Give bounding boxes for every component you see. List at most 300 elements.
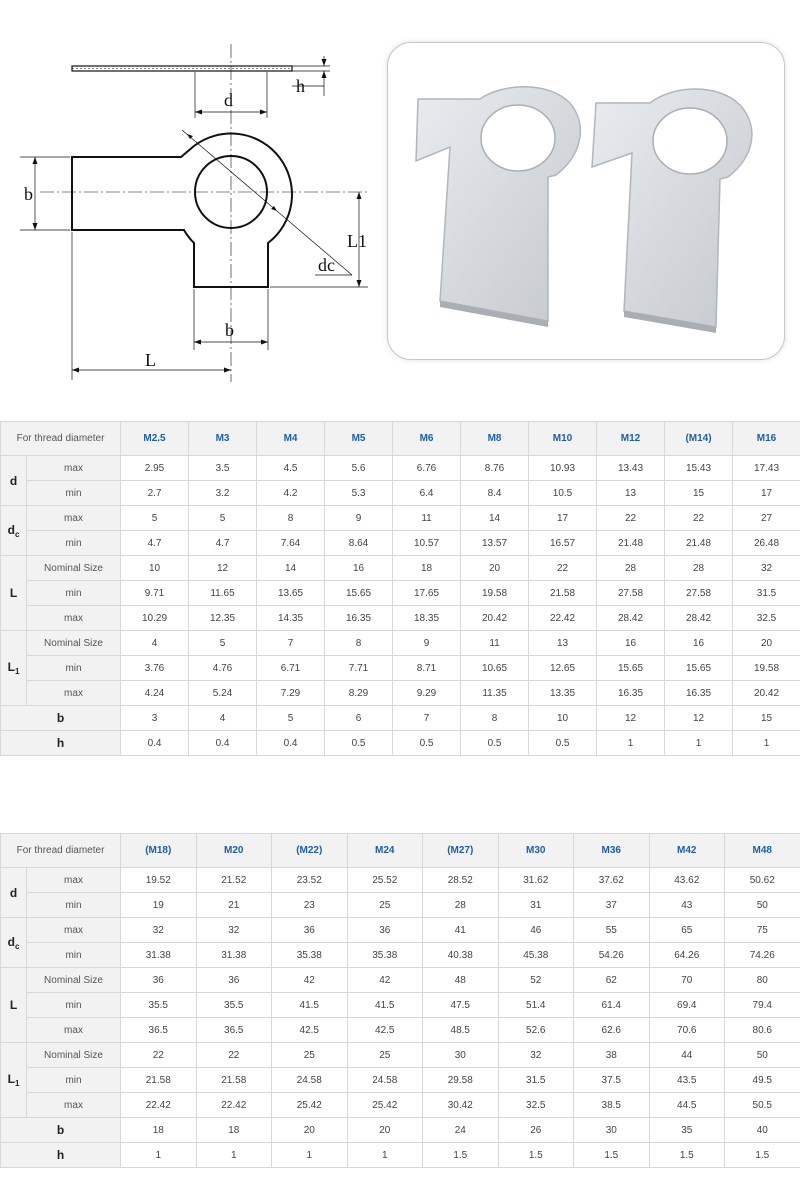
table-cell: 1 [665, 731, 733, 756]
table-cell: 20 [461, 556, 529, 581]
table-cell: 36 [196, 968, 272, 993]
table-cell: 79.4 [725, 993, 800, 1018]
table-cell: 1 [196, 1143, 272, 1168]
table-cell: 38.5 [574, 1093, 650, 1118]
table-cell: 9 [393, 631, 461, 656]
table-cell: 64.26 [649, 943, 725, 968]
table-cell: 31 [498, 893, 574, 918]
table-cell: 20.42 [461, 606, 529, 631]
row-label: Nominal Size [27, 968, 121, 993]
table-cell: 41.5 [272, 993, 348, 1018]
table-cell: 44 [649, 1043, 725, 1068]
table-row [1, 1093, 800, 1118]
table-cell: 48 [423, 968, 499, 993]
table-cell: 80 [725, 968, 800, 993]
table-cell: 25 [347, 893, 423, 918]
table-cell: 28 [423, 893, 499, 918]
table-cell: 65 [649, 918, 725, 943]
table-cell: 22 [196, 1043, 272, 1068]
table-cell: 1.5 [574, 1143, 650, 1168]
table-cell: 21.58 [121, 1068, 197, 1093]
column-header: (M27) [423, 834, 499, 868]
table-cell: 36 [121, 968, 197, 993]
table-cell: 10.65 [461, 656, 529, 681]
table-cell: 16 [325, 556, 393, 581]
table-row [1, 656, 800, 681]
param-cell: b [1, 706, 121, 731]
table-cell: 24.58 [347, 1068, 423, 1093]
table-cell: 1 [121, 1143, 197, 1168]
row-label: max [27, 506, 121, 531]
param-cell [1, 868, 27, 918]
table-cell: 20.42 [733, 681, 800, 706]
table-cell: 13.65 [257, 581, 325, 606]
table-cell: 15 [665, 481, 733, 506]
table-cell: 27.58 [665, 581, 733, 606]
table-cell: 24 [423, 1118, 499, 1143]
table-row [1, 731, 800, 756]
param-subscript: c [14, 529, 20, 539]
table-cell: 7 [393, 706, 461, 731]
table-cell: 21.58 [529, 581, 597, 606]
table-row [1, 1118, 800, 1143]
table-cell: 29.58 [423, 1068, 499, 1093]
table-cell: 41.5 [347, 993, 423, 1018]
table-cell: 62 [574, 968, 650, 993]
table-cell: 22.42 [196, 1093, 272, 1118]
param-symbol: L [9, 586, 18, 600]
table-cell: 3.5 [189, 456, 257, 481]
table-cell: 13 [597, 481, 665, 506]
table-cell: 43.5 [649, 1068, 725, 1093]
column-header: M6 [393, 422, 461, 456]
table-row [1, 918, 800, 943]
table-row [1, 1143, 800, 1168]
label-L: L [145, 350, 156, 370]
table-cell: 21.52 [196, 868, 272, 893]
table-cell: 52.6 [498, 1018, 574, 1043]
table-row [1, 993, 800, 1018]
table-cell: 6.4 [393, 481, 461, 506]
table-cell: 47.5 [423, 993, 499, 1018]
table-cell: 40.38 [423, 943, 499, 968]
table-cell: 4.76 [189, 656, 257, 681]
column-header: M30 [498, 834, 574, 868]
table-cell: 1.5 [498, 1143, 574, 1168]
column-header: M2.5 [121, 422, 189, 456]
table-cell: 51.4 [498, 993, 574, 1018]
table-cell: 8 [257, 506, 325, 531]
table-cell: 32 [498, 1043, 574, 1068]
header-row [1, 834, 800, 868]
table-cell: 35.38 [347, 943, 423, 968]
table-cell: 1 [272, 1143, 348, 1168]
table-cell: 17 [733, 481, 800, 506]
param-cell: b [1, 1118, 121, 1143]
row-label: max [27, 918, 121, 943]
table-cell: 35.5 [121, 993, 197, 1018]
table-cell: 30 [574, 1118, 650, 1143]
table-cell: 0.5 [393, 731, 461, 756]
table-cell: 5.3 [325, 481, 393, 506]
table-cell: 19.58 [733, 656, 800, 681]
washer-outline [72, 134, 292, 287]
param-cell: h [1, 731, 121, 756]
row-label: max [27, 606, 121, 631]
table-cell: 0.4 [257, 731, 325, 756]
table-cell: 70 [649, 968, 725, 993]
label-h: h [296, 76, 305, 96]
column-header: M48 [725, 834, 800, 868]
table-cell: 5.6 [325, 456, 393, 481]
table-cell: 52 [498, 968, 574, 993]
table-cell: 11.65 [189, 581, 257, 606]
table-cell: 24.58 [272, 1068, 348, 1093]
table-cell: 49.5 [725, 1068, 800, 1093]
table-cell: 20 [347, 1118, 423, 1143]
table-row [1, 1043, 800, 1068]
table-cell: 25 [347, 1043, 423, 1068]
column-header: M20 [196, 834, 272, 868]
table-cell: 50 [725, 893, 800, 918]
param-symbol: L [7, 660, 15, 674]
table-cell: 32 [733, 556, 800, 581]
table-cell: 15.65 [325, 581, 393, 606]
table-cell: 37.62 [574, 868, 650, 893]
table-cell: 5 [189, 631, 257, 656]
table-cell: 10 [121, 556, 189, 581]
table-cell: 42 [272, 968, 348, 993]
table-cell: 22 [529, 556, 597, 581]
table-cell: 31.38 [196, 943, 272, 968]
table-cell: 36.5 [196, 1018, 272, 1043]
table-cell: 22.42 [529, 606, 597, 631]
table-cell: 54.26 [574, 943, 650, 968]
table-cell: 61.4 [574, 993, 650, 1018]
table-cell: 3 [121, 706, 189, 731]
table-cell: 40 [725, 1118, 800, 1143]
table-cell: 35.5 [196, 993, 272, 1018]
column-header: M42 [649, 834, 725, 868]
table-cell: 32.5 [733, 606, 800, 631]
table-cell: 3.2 [189, 481, 257, 506]
table-cell: 14.35 [257, 606, 325, 631]
table-cell: 7.71 [325, 656, 393, 681]
tab-washer-photo-icon [388, 43, 784, 359]
column-header: M3 [189, 422, 257, 456]
table-cell: 55 [574, 918, 650, 943]
label-L1: L1 [347, 231, 367, 251]
table-row [1, 631, 800, 656]
table-cell: 74.26 [725, 943, 800, 968]
column-header: M10 [529, 422, 597, 456]
table-cell: 19 [121, 893, 197, 918]
table-cell: 46 [498, 918, 574, 943]
table-cell: 1.5 [725, 1143, 800, 1168]
table-cell: 15.65 [597, 656, 665, 681]
table-cell: 9.71 [121, 581, 189, 606]
table-cell: 50 [725, 1043, 800, 1068]
table-row [1, 1018, 800, 1043]
row-label: Nominal Size [27, 556, 121, 581]
table-cell: 25.42 [347, 1093, 423, 1118]
table-cell: 14 [257, 556, 325, 581]
table-cell: 1.5 [423, 1143, 499, 1168]
table-cell: 16.35 [665, 681, 733, 706]
table-cell: 0.4 [189, 731, 257, 756]
param-symbol: d [9, 885, 18, 900]
table-cell: 42.5 [347, 1018, 423, 1043]
thread-diameter-label: For thread diameter [1, 422, 121, 456]
table-cell: 25.42 [272, 1093, 348, 1118]
table-row [1, 481, 800, 506]
table-cell: 4.5 [257, 456, 325, 481]
table-cell: 70.6 [649, 1018, 725, 1043]
row-label: Nominal Size [27, 631, 121, 656]
table-cell: 13.35 [529, 681, 597, 706]
column-header: M24 [347, 834, 423, 868]
table-cell: 37 [574, 893, 650, 918]
table-cell: 11 [393, 506, 461, 531]
table-cell: 4 [121, 631, 189, 656]
table-cell: 5 [257, 706, 325, 731]
table-cell: 8.76 [461, 456, 529, 481]
table-cell: 2.7 [121, 481, 189, 506]
table-cell: 12 [597, 706, 665, 731]
table-cell: 28.52 [423, 868, 499, 893]
table-row [1, 606, 800, 631]
param-subscript: 1 [14, 1079, 20, 1088]
table-cell: 28 [597, 556, 665, 581]
table-cell: 0.4 [121, 731, 189, 756]
table-cell: 12 [665, 706, 733, 731]
table-cell: 16.57 [529, 531, 597, 556]
table-cell: 18 [196, 1118, 272, 1143]
table-cell: 28 [665, 556, 733, 581]
table-row [1, 456, 800, 481]
table-cell: 16 [597, 631, 665, 656]
table-cell: 50.5 [725, 1093, 800, 1118]
table-cell: 44.5 [649, 1093, 725, 1118]
table-cell: 30.42 [423, 1093, 499, 1118]
row-label: min [27, 581, 121, 606]
technical-drawing [0, 0, 380, 390]
table-cell: 21.58 [196, 1068, 272, 1093]
table-cell: 43 [649, 893, 725, 918]
table-cell: 5.24 [189, 681, 257, 706]
row-label: max [27, 868, 121, 893]
column-header: M4 [257, 422, 325, 456]
row-label: max [27, 1093, 121, 1118]
table-cell: 18 [393, 556, 461, 581]
param-cell [1, 918, 27, 968]
table-cell: 15 [733, 706, 800, 731]
param-cell [1, 506, 27, 556]
table-cell: 26.48 [733, 531, 800, 556]
table-cell: 36 [347, 918, 423, 943]
table-cell: 21.48 [597, 531, 665, 556]
table-cell: 21.48 [665, 531, 733, 556]
table-cell: 8.64 [325, 531, 393, 556]
table-cell: 22.42 [121, 1093, 197, 1118]
table-cell: 10.57 [393, 531, 461, 556]
table-cell: 11 [461, 631, 529, 656]
table-cell: 4.24 [121, 681, 189, 706]
column-header: M12 [597, 422, 665, 456]
product-photo [387, 42, 785, 360]
table-row [1, 681, 800, 706]
table-cell: 32 [121, 918, 197, 943]
table-cell: 12 [189, 556, 257, 581]
table-cell: 45.38 [498, 943, 574, 968]
table-cell: 16 [665, 631, 733, 656]
header-row [1, 422, 800, 456]
row-label: min [27, 943, 121, 968]
column-header: M8 [461, 422, 529, 456]
param-subscript: c [14, 941, 20, 951]
table-cell: 20 [272, 1118, 348, 1143]
table-cell: 16.35 [325, 606, 393, 631]
param-cell [1, 968, 27, 1043]
table-cell: 0.5 [461, 731, 529, 756]
column-header: (M18) [121, 834, 197, 868]
table-row [1, 531, 800, 556]
washer-right-image [592, 89, 752, 333]
column-header: M16 [733, 422, 800, 456]
table-row [1, 943, 800, 968]
table-cell: 28.42 [597, 606, 665, 631]
table-row [1, 893, 800, 918]
table-cell: 30 [423, 1043, 499, 1068]
table-cell: 17.43 [733, 456, 800, 481]
table-cell: 9.29 [393, 681, 461, 706]
table-cell: 6 [325, 706, 393, 731]
table-cell: 69.4 [649, 993, 725, 1018]
table-cell: 4 [189, 706, 257, 731]
table-cell: 35.38 [272, 943, 348, 968]
column-header: M36 [574, 834, 650, 868]
table-cell: 10.29 [121, 606, 189, 631]
row-label: Nominal Size [27, 1043, 121, 1068]
param-subscript: 1 [14, 667, 20, 676]
param-cell [1, 1043, 27, 1118]
param-symbol: L [9, 998, 18, 1012]
table-cell: 0.5 [325, 731, 393, 756]
table-row [1, 1068, 800, 1093]
table-cell: 22 [665, 506, 733, 531]
table-row [1, 868, 800, 893]
table-cell: 36.5 [121, 1018, 197, 1043]
table-cell: 15.43 [665, 456, 733, 481]
param-symbol: d [7, 522, 15, 537]
label-b-bottom: b [225, 320, 234, 340]
table-cell: 31.5 [498, 1068, 574, 1093]
table-cell: 23 [272, 893, 348, 918]
table-cell: 17.65 [393, 581, 461, 606]
table-cell: 13 [529, 631, 597, 656]
table-cell: 3.76 [121, 656, 189, 681]
table-cell: 18.35 [393, 606, 461, 631]
table-cell: 50.62 [725, 868, 800, 893]
table-cell: 27 [733, 506, 800, 531]
table-cell: 7 [257, 631, 325, 656]
table-cell: 14 [461, 506, 529, 531]
table-cell: 7.29 [257, 681, 325, 706]
table-cell: 37.5 [574, 1068, 650, 1093]
table-cell: 12.65 [529, 656, 597, 681]
table-cell: 7.64 [257, 531, 325, 556]
row-label: min [27, 893, 121, 918]
table-cell: 12.35 [189, 606, 257, 631]
table-cell: 35 [649, 1118, 725, 1143]
table-row [1, 968, 800, 993]
table-cell: 31.38 [121, 943, 197, 968]
table-cell: 32.5 [498, 1093, 574, 1118]
row-label: min [27, 656, 121, 681]
param-symbol: L [7, 1072, 15, 1086]
table-cell: 20 [733, 631, 800, 656]
table-cell: 10.5 [529, 481, 597, 506]
thread-diameter-label: For thread diameter [1, 834, 121, 868]
table-cell: 5 [189, 506, 257, 531]
table-cell: 19.58 [461, 581, 529, 606]
table-cell: 17 [529, 506, 597, 531]
table-cell: 23.52 [272, 868, 348, 893]
table-cell: 4.7 [121, 531, 189, 556]
table-cell: 80.6 [725, 1018, 800, 1043]
row-label: max [27, 681, 121, 706]
table-cell: 1 [733, 731, 800, 756]
table-cell: 43.62 [649, 868, 725, 893]
param-cell [1, 556, 27, 631]
table-row [1, 706, 800, 731]
table-cell: 10.93 [529, 456, 597, 481]
table-cell: 36 [272, 918, 348, 943]
table-cell: 21 [196, 893, 272, 918]
table-cell: 31.62 [498, 868, 574, 893]
table-row [1, 581, 800, 606]
table-cell: 22 [597, 506, 665, 531]
table-cell: 26 [498, 1118, 574, 1143]
table-cell: 28.42 [665, 606, 733, 631]
column-header: M5 [325, 422, 393, 456]
label-dc: dc [318, 255, 335, 275]
table-cell: 15.65 [665, 656, 733, 681]
table-row [1, 556, 800, 581]
row-label: max [27, 1018, 121, 1043]
table-cell: 6.76 [393, 456, 461, 481]
washer-left-image [416, 87, 580, 327]
table-cell: 19.52 [121, 868, 197, 893]
table-cell: 5 [121, 506, 189, 531]
table-cell: 41 [423, 918, 499, 943]
table-cell: 4.2 [257, 481, 325, 506]
table-cell: 38 [574, 1043, 650, 1068]
table-cell: 8.71 [393, 656, 461, 681]
table-cell: 6.71 [257, 656, 325, 681]
table-cell: 1 [347, 1143, 423, 1168]
table-cell: 62.6 [574, 1018, 650, 1043]
table-cell: 32 [196, 918, 272, 943]
row-label: min [27, 993, 121, 1018]
table-cell: 8 [461, 706, 529, 731]
table-row [1, 506, 800, 531]
table-cell: 31.5 [733, 581, 800, 606]
table-cell: 1 [597, 731, 665, 756]
table-cell: 4.7 [189, 531, 257, 556]
table-cell: 9 [325, 506, 393, 531]
table-cell: 2.95 [121, 456, 189, 481]
